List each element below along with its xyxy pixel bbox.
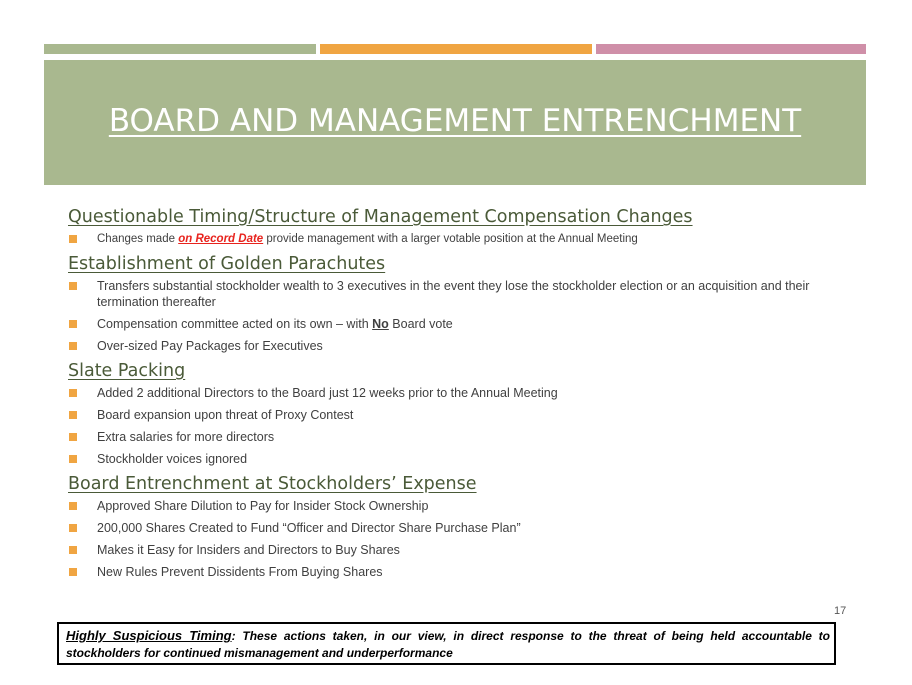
bullet-list-slate-packing xyxy=(68,385,848,467)
bullet-square-icon xyxy=(69,546,77,554)
list-item xyxy=(68,278,848,310)
bullet-text: provide management with a larger votable position at the Annual Meeting xyxy=(263,233,638,245)
slide-content xyxy=(68,206,848,586)
bullet-text: Changes made xyxy=(97,233,179,245)
bullet-square-icon xyxy=(69,342,77,350)
bullet-square-icon xyxy=(69,433,77,441)
section-heading-slate-packing: Slate Packing xyxy=(68,361,186,381)
bullet-text: Board vote xyxy=(388,317,453,331)
bullet-text: New Rules Prevent Dissidents From Buying Shares xyxy=(97,565,383,579)
accent-bar-orange xyxy=(320,44,592,54)
bullet-list-golden-parachutes xyxy=(68,278,848,354)
list-item xyxy=(68,385,848,401)
bullet-list-entrenchment xyxy=(68,498,848,580)
slide-title: BOARD AND MANAGEMENT ENTRENCHMENT xyxy=(108,103,802,139)
bullet-text: Transfers substantial stockholder wealth to 3 executives in the event they lose the stockholder election or an acquisition and their termination thereafter xyxy=(97,279,810,309)
list-item xyxy=(68,520,848,536)
bullet-square-icon xyxy=(69,320,77,328)
bullet-text: Extra salaries for more directors xyxy=(97,430,275,444)
record-date-highlight: on Record Date xyxy=(178,233,264,245)
bullet-square-icon xyxy=(69,524,77,532)
callout-box xyxy=(57,622,836,665)
bullet-text: Over-sized Pay Packages for Executives xyxy=(97,339,323,353)
bullet-square-icon xyxy=(69,235,77,243)
bullet-square-icon xyxy=(69,411,77,419)
page-number: 17 xyxy=(834,605,847,617)
bullet-square-icon xyxy=(69,568,77,576)
bullet-text: Compensation committee acted on its own – with xyxy=(97,317,373,331)
list-item xyxy=(68,231,848,247)
list-item xyxy=(68,407,848,423)
bullet-square-icon xyxy=(69,389,77,397)
callout-body: : These actions taken, in our view, in direct response to the threat of being held accountable to stockholders for continued mismanagement and underperformance xyxy=(66,629,831,660)
bullet-text: Approved Share Dilution to Pay for Insider Stock Ownership xyxy=(97,499,429,513)
bullet-list-compensation xyxy=(68,231,848,247)
bullet-text: 200,000 Shares Created to Fund “Officer and Director Share Purchase Plan” xyxy=(97,521,521,535)
bullet-square-icon xyxy=(69,455,77,463)
list-item xyxy=(68,542,848,558)
bullet-text: Added 2 additional Directors to the Board just 12 weeks prior to the Annual Meeting xyxy=(97,386,558,400)
accent-bar-pink xyxy=(596,44,866,54)
bullet-text: Board expansion upon threat of Proxy Contest xyxy=(97,408,354,422)
bullet-square-icon xyxy=(69,502,77,510)
list-item xyxy=(68,338,848,354)
title-banner xyxy=(44,60,866,185)
bullet-text: Makes it Easy for Insiders and Directors to Buy Shares xyxy=(97,543,400,557)
list-item xyxy=(68,498,848,514)
callout-lead: Highly Suspicious Timing xyxy=(66,628,232,643)
accent-bar-green xyxy=(44,44,316,54)
list-item xyxy=(68,451,848,467)
no-emphasis: No xyxy=(372,317,389,331)
list-item xyxy=(68,316,848,332)
section-heading-compensation: Questionable Timing/Structure of Management Compensation Changes xyxy=(68,207,693,227)
list-item xyxy=(68,564,848,580)
list-item xyxy=(68,429,848,445)
bullet-square-icon xyxy=(69,282,77,290)
section-heading-golden-parachutes: Establishment of Golden Parachutes xyxy=(68,254,386,274)
section-heading-entrenchment: Board Entrenchment at Stockholders’ Expense xyxy=(68,474,477,494)
bullet-text: Stockholder voices ignored xyxy=(97,452,248,466)
